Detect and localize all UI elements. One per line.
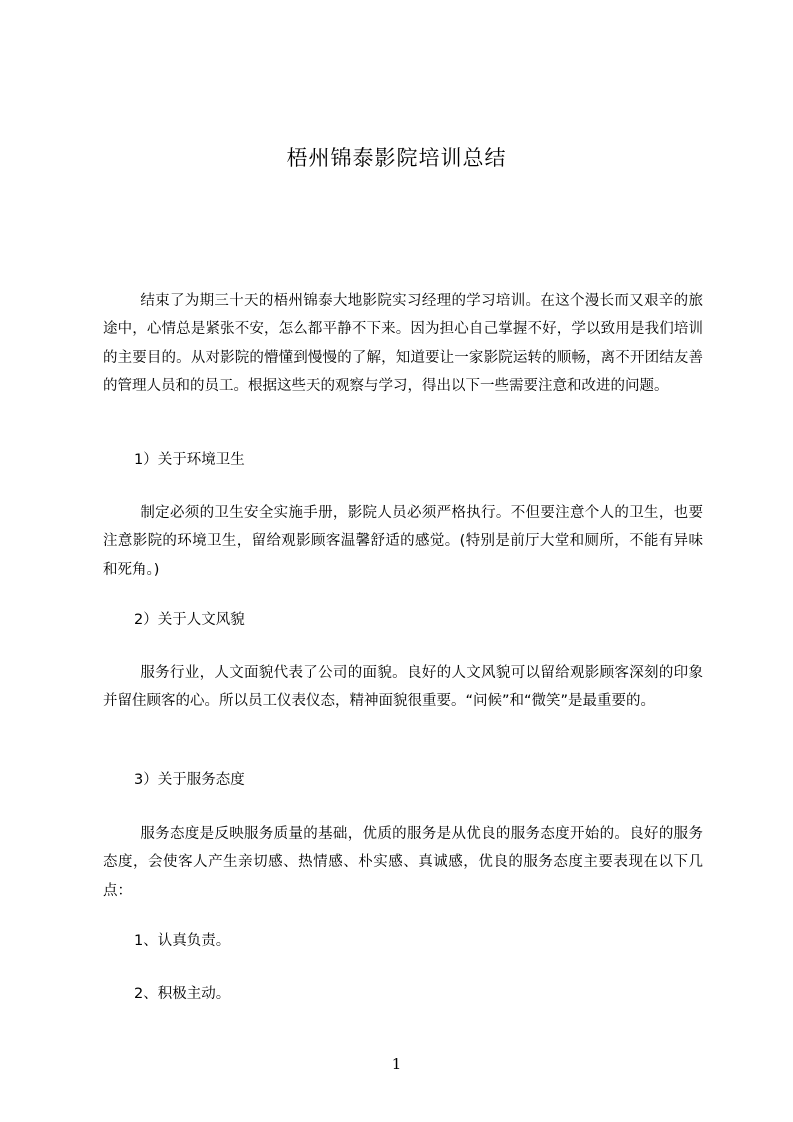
intro-paragraph bbox=[103, 287, 703, 400]
section-body-environment-text: 制定必须的卫生安全实施手册，影院人员必须严格执行。不但要注意个人的卫生，也要注意影院的环境卫生，留给观影顾客温馨舒适的感觉。(特别是前厅大堂和厕所，不能有异味和死角。) bbox=[103, 505, 703, 578]
list-item-responsible: 1、认真负责。 bbox=[134, 933, 231, 949]
page-number: 1 bbox=[391, 1055, 402, 1073]
intro-paragraph-text: 结束了为期三十天的梧州锦泰大地影院实习经理的学习培训。在这个漫长而又艰辛的旅途中，心情总是紧张不安，怎么都平静不下来。因为担心自己掌握不好，学以致用是我们培训的主要目的。从对影院的懵懂到慢慢的了解，知道要让一家影院运转的顺畅，离不开团结友善的管理人员和的员工。根据这些天的观察与学习，得出以下一些需要注意和改进的问题。 bbox=[103, 293, 703, 394]
section-heading-service: 3）关于服务态度 bbox=[134, 772, 245, 788]
list-item-proactive: 2、积极主动。 bbox=[134, 986, 231, 1002]
section-body-culture bbox=[103, 659, 703, 716]
section-body-service bbox=[103, 820, 703, 905]
section-body-culture-text: 服务行业，人文面貌代表了公司的面貌。良好的人文风貌可以留给观影顾客深刻的印象并留住顾客的心。所以员工仪表仪态，精神面貌很重要。“问候”和“微笑”是最重要的。 bbox=[103, 665, 703, 710]
section-heading-environment: 1）关于环境卫生 bbox=[134, 452, 245, 468]
section-body-environment bbox=[103, 499, 703, 584]
document-title: 梧州锦泰影院培训总结 bbox=[286, 146, 507, 170]
section-body-service-text: 服务态度是反映服务质量的基础，优质的服务是从优良的服务态度开始的。良好的服务态度，会使客人产生亲切感、热情感、朴实感、真诚感，优良的服务态度主要表现在以下几点： bbox=[103, 826, 703, 899]
section-heading-culture: 2）关于人文风貌 bbox=[134, 612, 245, 628]
